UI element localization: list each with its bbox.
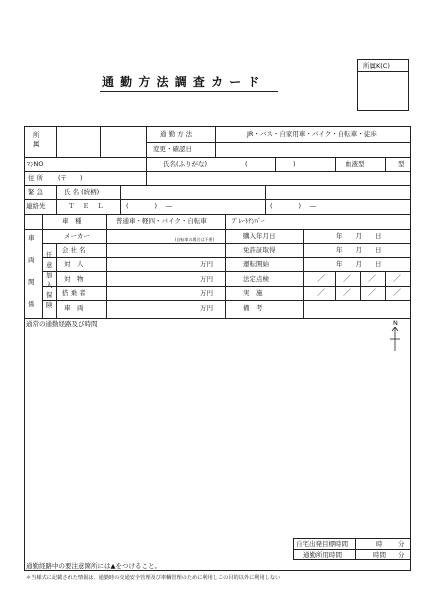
north-arrow-icon bbox=[388, 327, 402, 351]
emergency-contact-label: 連絡先 bbox=[26, 202, 46, 210]
target-minute[interactable]: 分 bbox=[398, 540, 405, 548]
property-man-yen[interactable]: 万円 bbox=[200, 275, 213, 283]
person-label: 対 人 bbox=[64, 260, 84, 268]
affiliation-divider bbox=[357, 71, 409, 72]
inspect-slash-4[interactable]: ／ bbox=[393, 274, 401, 283]
required-hours[interactable]: 時間 bbox=[373, 551, 386, 559]
target-hour[interactable]: 時 bbox=[376, 540, 383, 548]
emergency-label: 緊 急 bbox=[28, 188, 44, 196]
north-label: N bbox=[393, 319, 398, 327]
implement-label: 実 施 bbox=[243, 289, 263, 297]
passenger-label: 搭 乗 者 bbox=[62, 289, 86, 297]
tel-field-2[interactable]: ( ) ― bbox=[270, 202, 317, 210]
tel-label: Ｔ Ｅ Ｌ bbox=[68, 202, 107, 210]
implement-slash-1[interactable]: ／ bbox=[317, 288, 325, 297]
remarks-label: 備 考 bbox=[243, 304, 263, 312]
implement-slash-2[interactable]: ／ bbox=[343, 288, 351, 297]
vehicle-label: 車 両 bbox=[64, 304, 84, 312]
inspect-slash-2[interactable]: ／ bbox=[343, 274, 351, 283]
maker-label: メーカー bbox=[64, 232, 90, 240]
commute-method-value[interactable]: JR・バス・自家用車・バイク・自転車・徒歩 bbox=[247, 130, 377, 138]
insurance-side-label: 任 意 加 入 保 険 bbox=[46, 251, 53, 309]
name-label: 氏名(ふりがな) bbox=[163, 160, 208, 168]
tel-field-1[interactable]: ( ) ― bbox=[126, 202, 173, 210]
footnote: ＊当様式に記載された情報は、通勤時の交通安全管理及び車輌管理のために利用しこの目的以外に利用しない bbox=[26, 575, 281, 581]
legal-inspect-label: 法定点検 bbox=[243, 275, 269, 283]
driving-start-ymd[interactable]: 年 月 日 bbox=[336, 260, 382, 268]
property-label: 対 物 bbox=[64, 275, 84, 283]
maker-note: (自転車の場合は不要) bbox=[175, 237, 215, 242]
company-label: 会 社 名 bbox=[62, 246, 86, 254]
route-section[interactable] bbox=[24, 318, 411, 571]
license-ymd[interactable]: 年 月 日 bbox=[336, 246, 382, 254]
target-time-label: 自宅出発目標時間 bbox=[296, 540, 348, 548]
affiliation-box-label: 所属K(C) bbox=[363, 62, 390, 70]
name-paren[interactable]: ( ) bbox=[245, 160, 296, 168]
vehicle-type-value[interactable]: 普通車・軽四・バイク・自転車 bbox=[116, 217, 207, 225]
change-confirm-label: 変更・確認日 bbox=[153, 145, 192, 153]
blood-suffix: 型 bbox=[398, 160, 405, 168]
implement-slash-4[interactable]: ／ bbox=[393, 288, 401, 297]
inspect-slash-3[interactable]: ／ bbox=[368, 274, 376, 283]
passenger-man-yen[interactable]: 万円 bbox=[200, 289, 213, 297]
form-title: 通 勤 方 法 調 査 カ ー ド bbox=[102, 75, 261, 89]
driving-start-label: 運転開始 bbox=[243, 260, 269, 268]
required-time-label: 通勤所用時間 bbox=[303, 551, 342, 559]
inspect-slash-1[interactable]: ／ bbox=[317, 274, 325, 283]
emergency-name-label: 氏 名 (続柄) bbox=[64, 188, 100, 196]
purchase-ymd[interactable]: 年 月 日 bbox=[336, 232, 382, 240]
caution-text: 通勤経路中の要注意箇所には▲をつけること。 bbox=[26, 562, 161, 570]
implement-slash-3[interactable]: ／ bbox=[368, 288, 376, 297]
vehicle-man-yen[interactable]: 万円 bbox=[200, 304, 213, 312]
blood-label: 血液型 bbox=[345, 160, 365, 168]
address-prefix[interactable]: (〒 ) bbox=[58, 174, 83, 182]
vehicle-type-label: 車 種 bbox=[62, 217, 82, 225]
person-man-yen[interactable]: 万円 bbox=[200, 260, 213, 268]
shozoku-label: 所 属 bbox=[33, 131, 40, 148]
route-label: 通常の通勤経路及び時間 bbox=[26, 320, 98, 328]
vehicle-side-label: 車 両 関 係 bbox=[28, 234, 35, 308]
plate-label: ﾌﾟﾚｰﾄﾅﾝﾊﾞｰ bbox=[232, 217, 265, 225]
required-minute[interactable]: 分 bbox=[398, 551, 405, 559]
purchase-label: 購入年月日 bbox=[243, 232, 276, 240]
commute-method-label: 通 勤 方 法 bbox=[160, 130, 193, 138]
address-label: 住 所 bbox=[28, 174, 44, 182]
title-underline bbox=[100, 91, 278, 92]
man-no-label: ﾏﾝNO bbox=[27, 160, 44, 168]
license-label: 免許証取得 bbox=[243, 246, 276, 254]
